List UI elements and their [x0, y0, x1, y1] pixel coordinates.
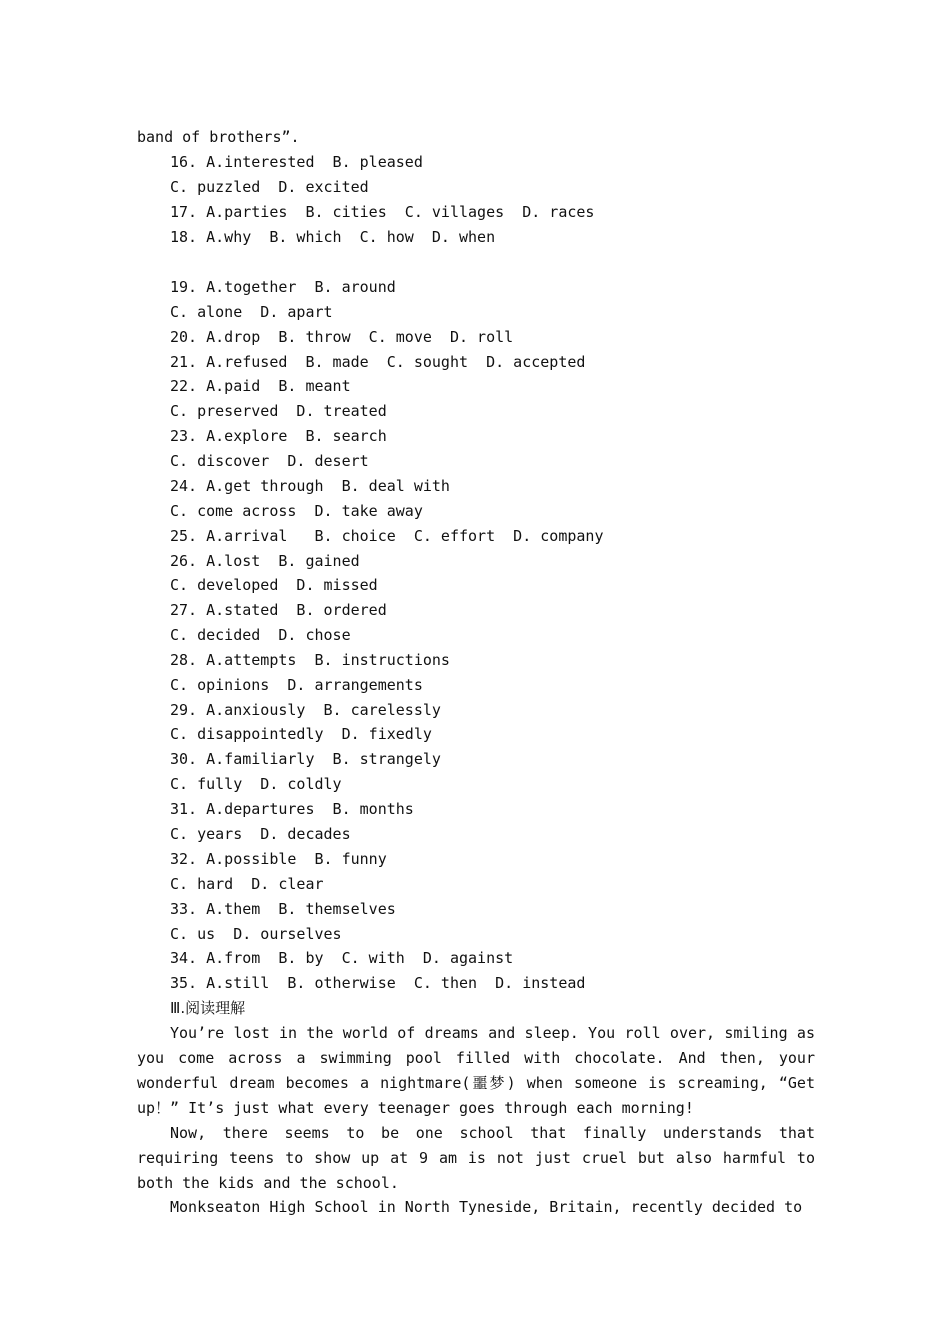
reading-paragraph: You’re lost in the world of dreams and sleep. You roll over, smiling as you come across a swimming pool filled with chocolate. And then, your wonderful dream becomes a nightmare(噩梦) when someone is screaming, “Get up！” It’s just what every teenager goes through each morning! [137, 1024, 815, 1117]
option-line: C. alone D. apart [170, 303, 333, 321]
option-line: C. preserved D. treated [170, 402, 387, 420]
option-line: 34. A.from B. by C. with D. against [170, 949, 514, 967]
section-heading: Ⅲ.阅读理解 [170, 999, 246, 1017]
option-line: 25. A.arrival B. choice C. effort D. company [170, 527, 604, 545]
option-line: C. puzzled D. excited [170, 178, 369, 196]
option-line: 33. A.them B. themselves [170, 900, 396, 918]
option-line: C. come across D. take away [170, 502, 423, 520]
option-line: C. years D. decades [170, 825, 351, 843]
option-line: 31. A.departures B. months [170, 800, 414, 818]
option-line: 26. A.lost B. gained [170, 552, 360, 570]
option-line: 32. A.possible B. funny [170, 850, 387, 868]
option-line: 35. A.still B. otherwise C. then D. instead [170, 974, 586, 992]
option-line: 18. A.why B. which C. how D. when [170, 228, 496, 246]
reading-paragraph: Now, there seems to be one school that finally understands that requiring teens to show up at 9 am is not just cruel but also harmful to both the kids and the school. [137, 1124, 815, 1192]
option-line: 19. A.together B. around [170, 278, 396, 296]
option-line: 24. A.get through B. deal with [170, 477, 450, 495]
option-line: C. developed D. missed [170, 576, 378, 594]
option-line: 30. A.familiarly B. strangely [170, 750, 441, 768]
intro-line: band of brothers”. [137, 128, 300, 146]
option-line: 20. A.drop B. throw C. move D. roll [170, 328, 514, 346]
option-line: C. decided D. chose [170, 626, 351, 644]
option-line: C. fully D. coldly [170, 775, 342, 793]
option-line: C. opinions D. arrangements [170, 676, 423, 694]
option-line: 28. A.attempts B. instructions [170, 651, 450, 669]
option-line: C. discover D. desert [170, 452, 369, 470]
option-line: C. us D. ourselves [170, 925, 342, 943]
option-line: 17. A.parties B. cities C. villages D. races [170, 203, 595, 221]
option-line: 27. A.stated B. ordered [170, 601, 387, 619]
option-line: 22. A.paid B. meant [170, 377, 351, 395]
option-line: 21. A.refused B. made C. sought D. accepted [170, 353, 586, 371]
option-line: 23. A.explore B. search [170, 427, 387, 445]
reading-paragraph: Monkseaton High School in North Tyneside, Britain, recently decided to [170, 1198, 803, 1216]
option-line: C. hard D. clear [170, 875, 324, 893]
option-line: C. disappointedly D. fixedly [170, 725, 432, 743]
option-line: 16. A.interested B. pleased [170, 153, 423, 171]
option-line: 29. A.anxiously B. carelessly [170, 701, 441, 719]
